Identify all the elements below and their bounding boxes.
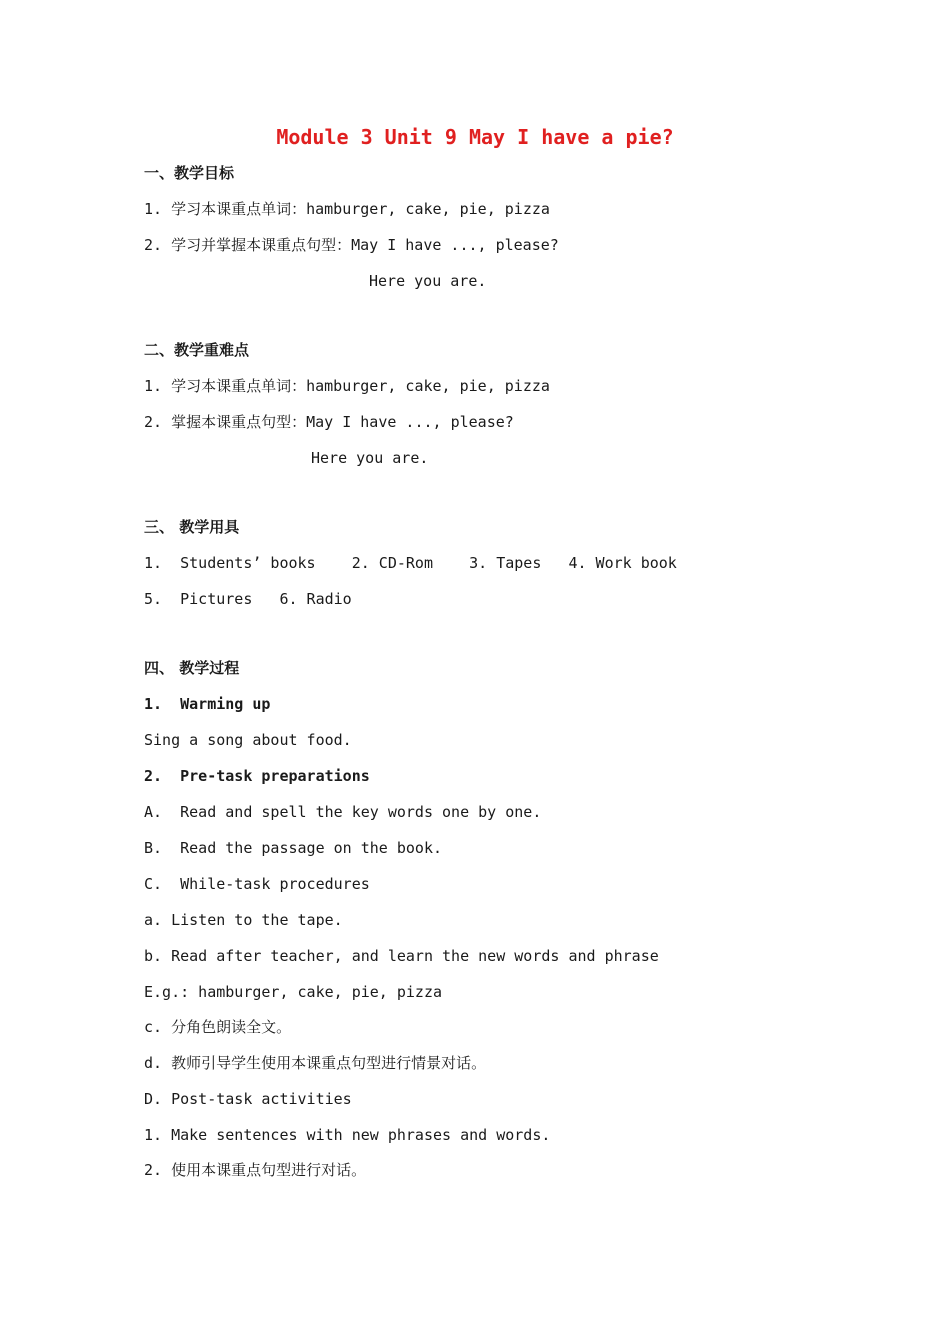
section-heading-objectives: 一、教学目标: [144, 164, 235, 182]
process-line: E.g.: hamburger, cake, pie, pizza: [144, 983, 443, 1001]
section-heading-process: 四、 教学过程: [144, 659, 240, 677]
process-line: D. Post-task activities: [144, 1090, 352, 1108]
process-line: c. 分角色朗读全文。: [144, 1018, 292, 1036]
process-line: a. Listen to the tape.: [144, 911, 343, 929]
process-line: d. 教师引导学生使用本课重点句型进行情景对话。: [144, 1054, 487, 1072]
process-line: b. Read after teacher, and learn the new words and phrase: [144, 947, 659, 965]
objective-item-2: 2. 学习并掌握本课重点句型：May I have ..., please?: [144, 236, 559, 254]
document-title: Module 3 Unit 9 May I have a pie?: [276, 125, 674, 149]
key-point-item-1: 1. 学习本课重点单词：hamburger, cake, pie, pizza: [144, 377, 550, 395]
key-point-item-2: 2. 掌握本课重点句型：May I have ..., please?: [144, 413, 514, 431]
process-line: A. Read and spell the key words one by one.: [144, 803, 542, 821]
process-line: C. While-task procedures: [144, 875, 370, 893]
section-heading-key-points: 二、教学重难点: [144, 341, 250, 359]
process-step-2: 2. Pre-task preparations: [144, 767, 370, 785]
tools-line-1: 1. Students’ books 2. CD-Rom 3. Tapes 4. Work book: [144, 554, 677, 572]
key-point-continuation: Here you are.: [311, 449, 429, 467]
process-line: 2. 使用本课重点句型进行对话。: [144, 1161, 367, 1179]
section-heading-tools: 三、 教学用具: [144, 518, 240, 536]
process-line: B. Read the passage on the book.: [144, 839, 443, 857]
tools-line-2: 5. Pictures 6. Radio: [144, 590, 352, 608]
objective-continuation: Here you are.: [369, 272, 487, 290]
objective-item-1: 1. 学习本课重点单词：hamburger, cake, pie, pizza: [144, 200, 550, 218]
process-step-1: 1. Warming up: [144, 695, 271, 713]
process-step-1-text: Sing a song about food.: [144, 731, 352, 749]
process-line: 1. Make sentences with new phrases and words.: [144, 1126, 551, 1144]
